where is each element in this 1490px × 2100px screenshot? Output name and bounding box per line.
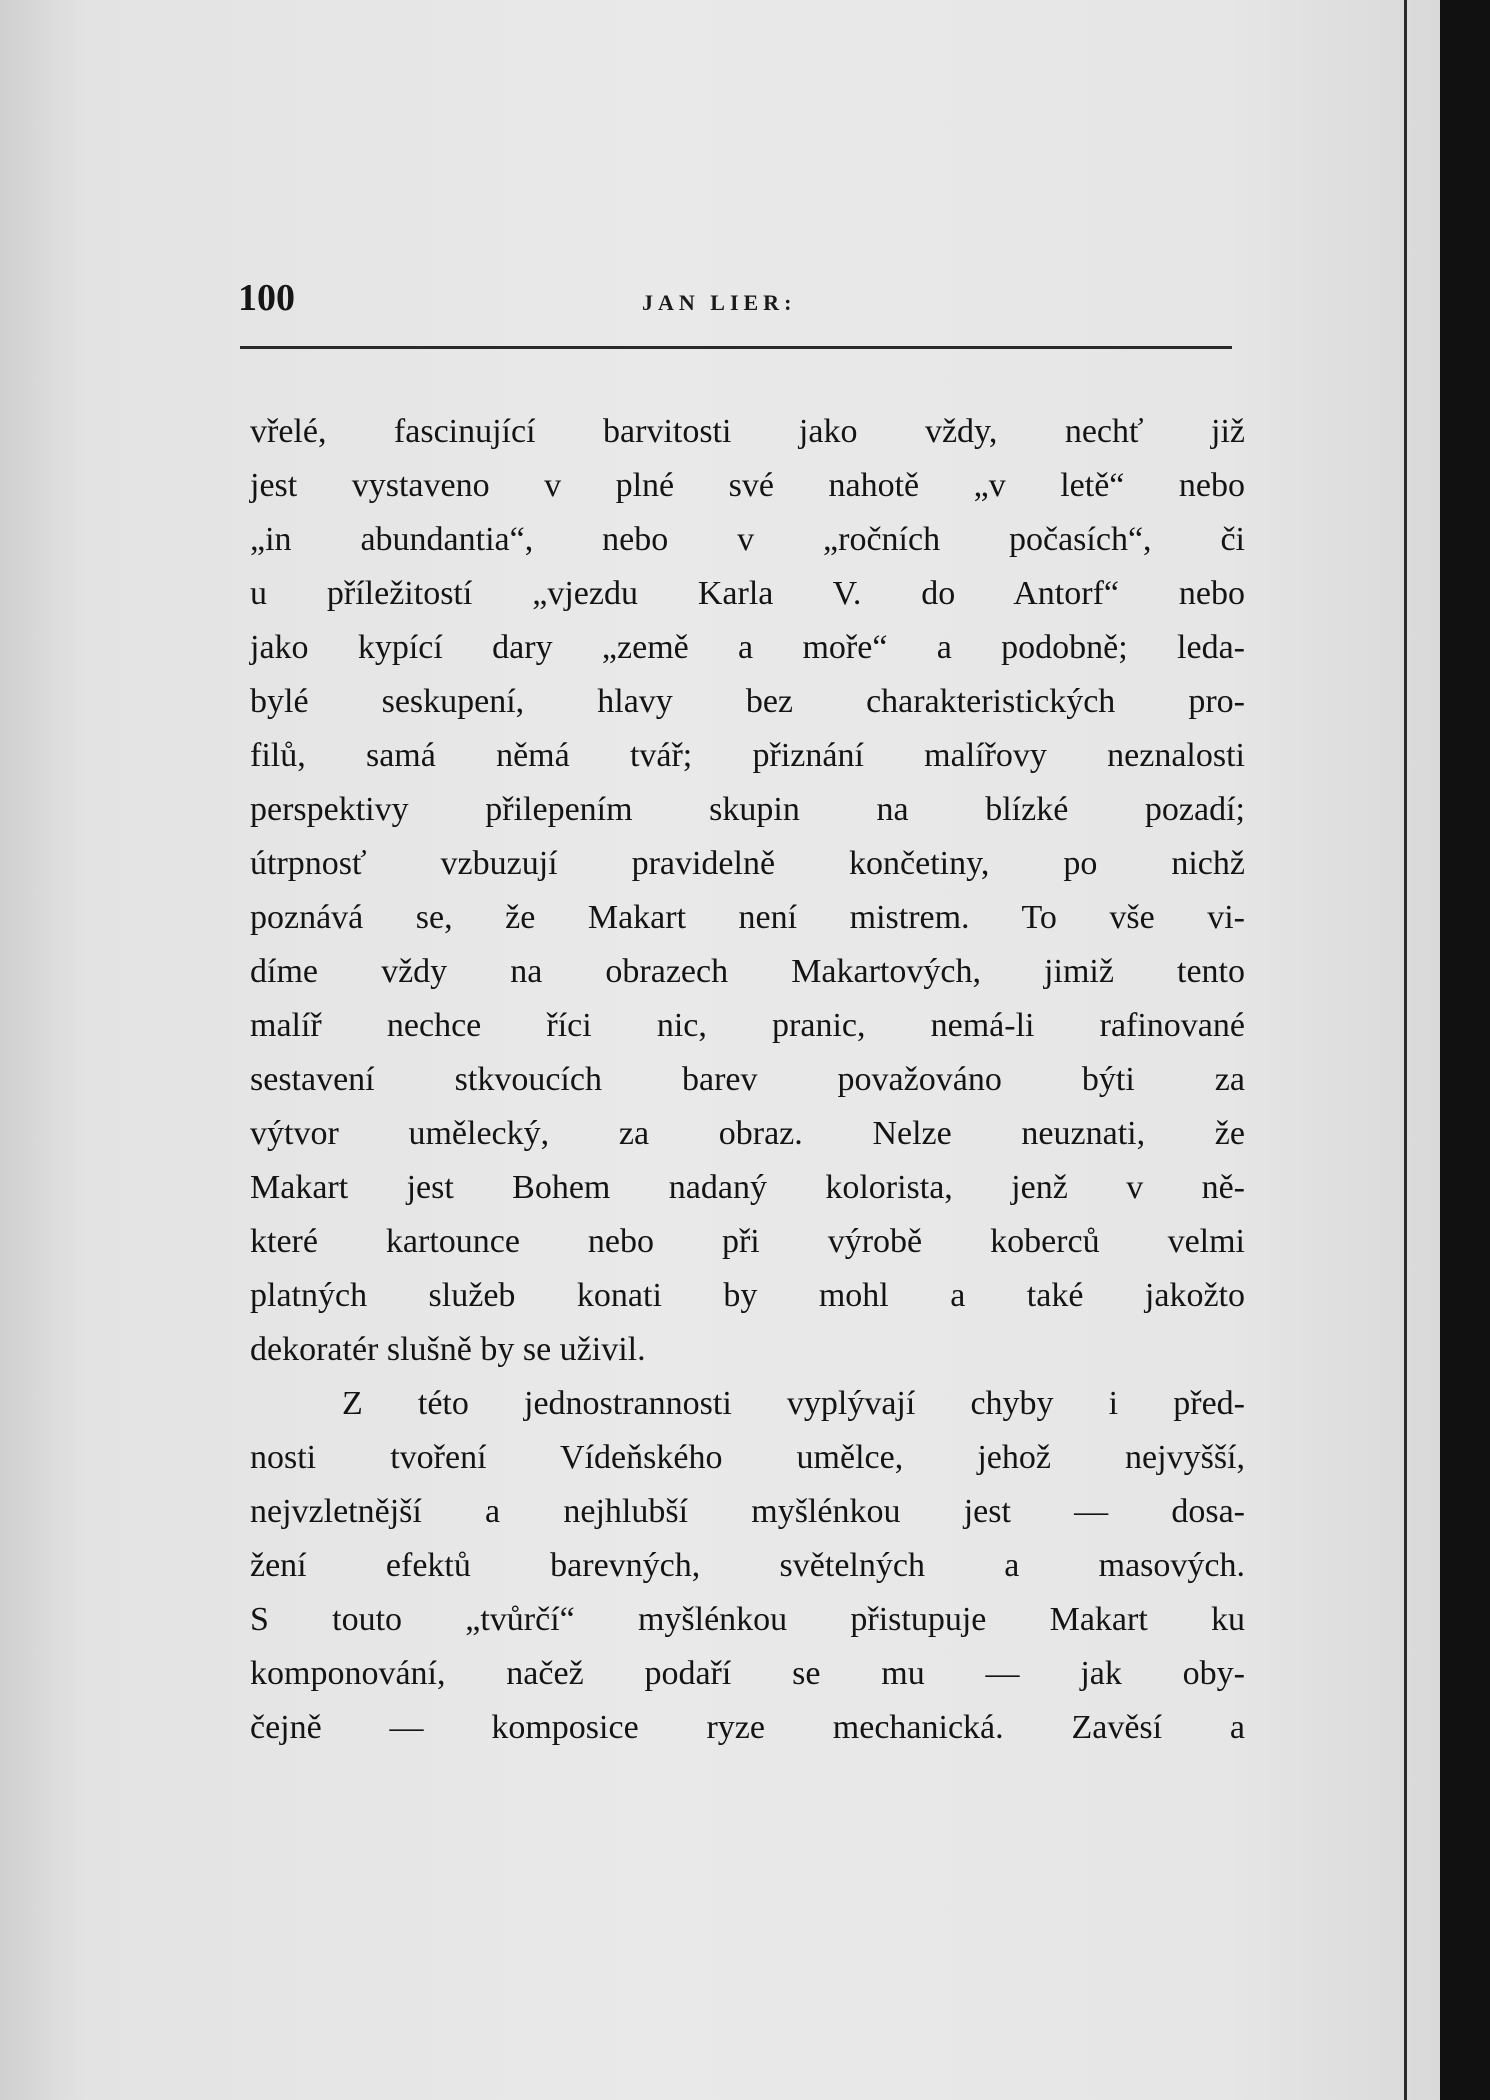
text-line: nosti tvoření Vídeňského umělce, jehož nejvyšší, [250,1439,1245,1476]
page-header [238,272,1233,332]
text-line: S touto „tvůrčí“ myšlénkou přistupuje Makart ku [250,1601,1245,1638]
text-line: vřelé, fascinující barvitosti jako vždy, nechť již [250,413,1245,450]
text-line: čejně — komposice ryze mechanická. Zavěsí a [250,1709,1245,1746]
body-text [250,405,1245,1755]
header-rule [240,346,1232,349]
text-line: „in abundantia“, nebo v „ročních počasích“, či [250,521,1245,558]
text-line: Z této jednostrannosti vyplývají chyby i před- [342,1385,1245,1422]
text-line: výtvor umělecký, za obraz. Nelze neuznati, že [250,1115,1245,1152]
page-number: 100 [238,277,295,319]
text-line: perspektivy přilepením skupin na blízké pozadí; [250,791,1245,828]
text-line: Makart jest Bohem nadaný kolorista, jenž v ně- [250,1169,1245,1206]
text-line: jako kypící dary „země a moře“ a podobně; leda- [250,629,1245,666]
text-line: bylé seskupení, hlavy bez charakteristických pro- [250,683,1245,720]
text-line: které kartounce nebo při výrobě koberců velmi [250,1223,1245,1260]
page-edge-line [1404,0,1407,2100]
text-line: žení efektů barevných, světelných a masových. [250,1547,1245,1584]
text-line: komponování, načež podaří se mu — jak oby- [250,1655,1245,1692]
running-head: JAN LIER: [642,290,797,315]
text-line: útrpnosť vzbuzují pravidelně končetiny, po nichž [250,845,1245,882]
text-line: nejvzletnější a nejhlubší myšlénkou jest — dosa- [250,1493,1245,1530]
text-line: filů, samá němá tvář; přiznání malířovy neznalosti [250,737,1245,774]
text-line: jest vystaveno v plné své nahotě „v letě“ nebo [250,467,1245,504]
text-line: dekoratér slušně by se uživil. [250,1331,646,1368]
text-line: platných služeb konati by mohl a také jakožto [250,1277,1245,1314]
text-line: poznává se, že Makart není mistrem. To vše vi- [250,899,1245,936]
text-line: u příležitostí „vjezdu Karla V. do Antorf“ nebo [250,575,1245,612]
text-line: malíř nechce říci nic, pranic, nemá-li rafinované [250,1007,1245,1044]
text-line: díme vždy na obrazech Makartových, jimiž tento [250,953,1245,990]
text-line: sestavení stkvoucích barev považováno býti za [250,1061,1245,1098]
